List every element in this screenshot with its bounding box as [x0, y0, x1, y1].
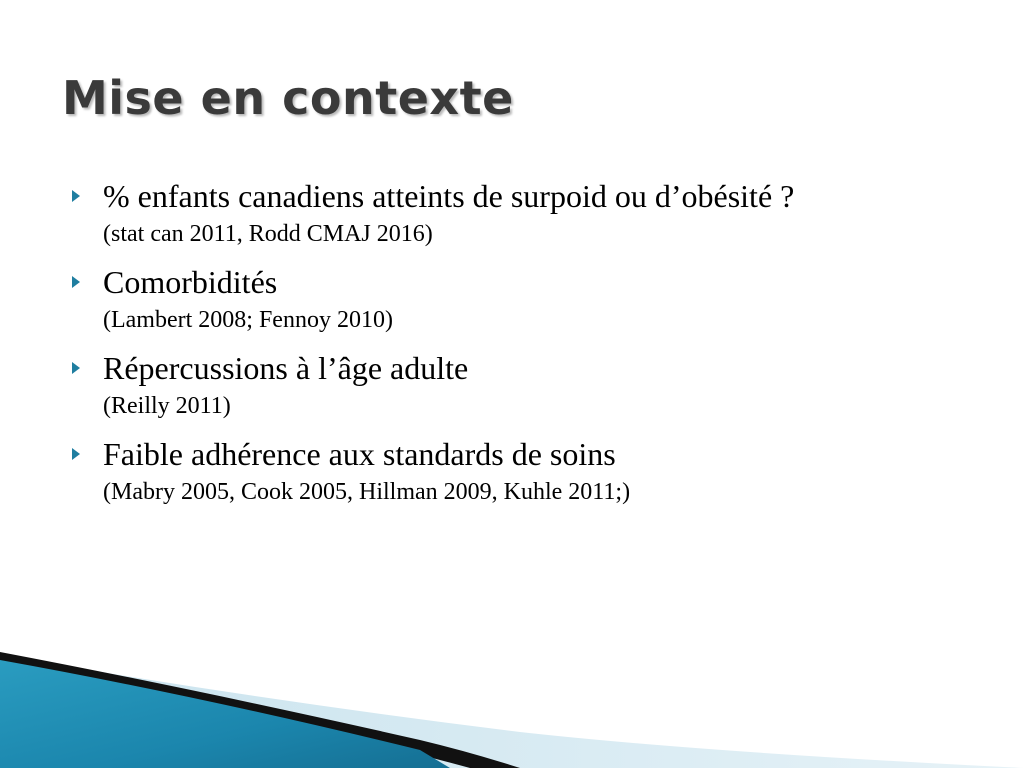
- teal-swoosh: [0, 660, 450, 768]
- bullet-text: % enfants canadiens atteints de surpoid ou d’obésité ?: [103, 178, 795, 214]
- bullet-reference: (stat can 2011, Rodd CMAJ 2016): [103, 221, 433, 247]
- bullet-reference: (Mabry 2005, Cook 2005, Hillman 2009, Kuhle 2011;): [103, 479, 631, 505]
- slide-title: Mise en contexte: [62, 71, 514, 125]
- bullet-reference: (Lambert 2008; Fennoy 2010): [103, 307, 393, 333]
- bullet-text: Faible adhérence aux standards de soins: [103, 436, 616, 472]
- bullet-text: Répercussions à l’âge adulte: [103, 350, 469, 386]
- bullet-text: Comorbidités: [103, 264, 278, 300]
- bullet-reference: (Reilly 2011): [103, 393, 231, 419]
